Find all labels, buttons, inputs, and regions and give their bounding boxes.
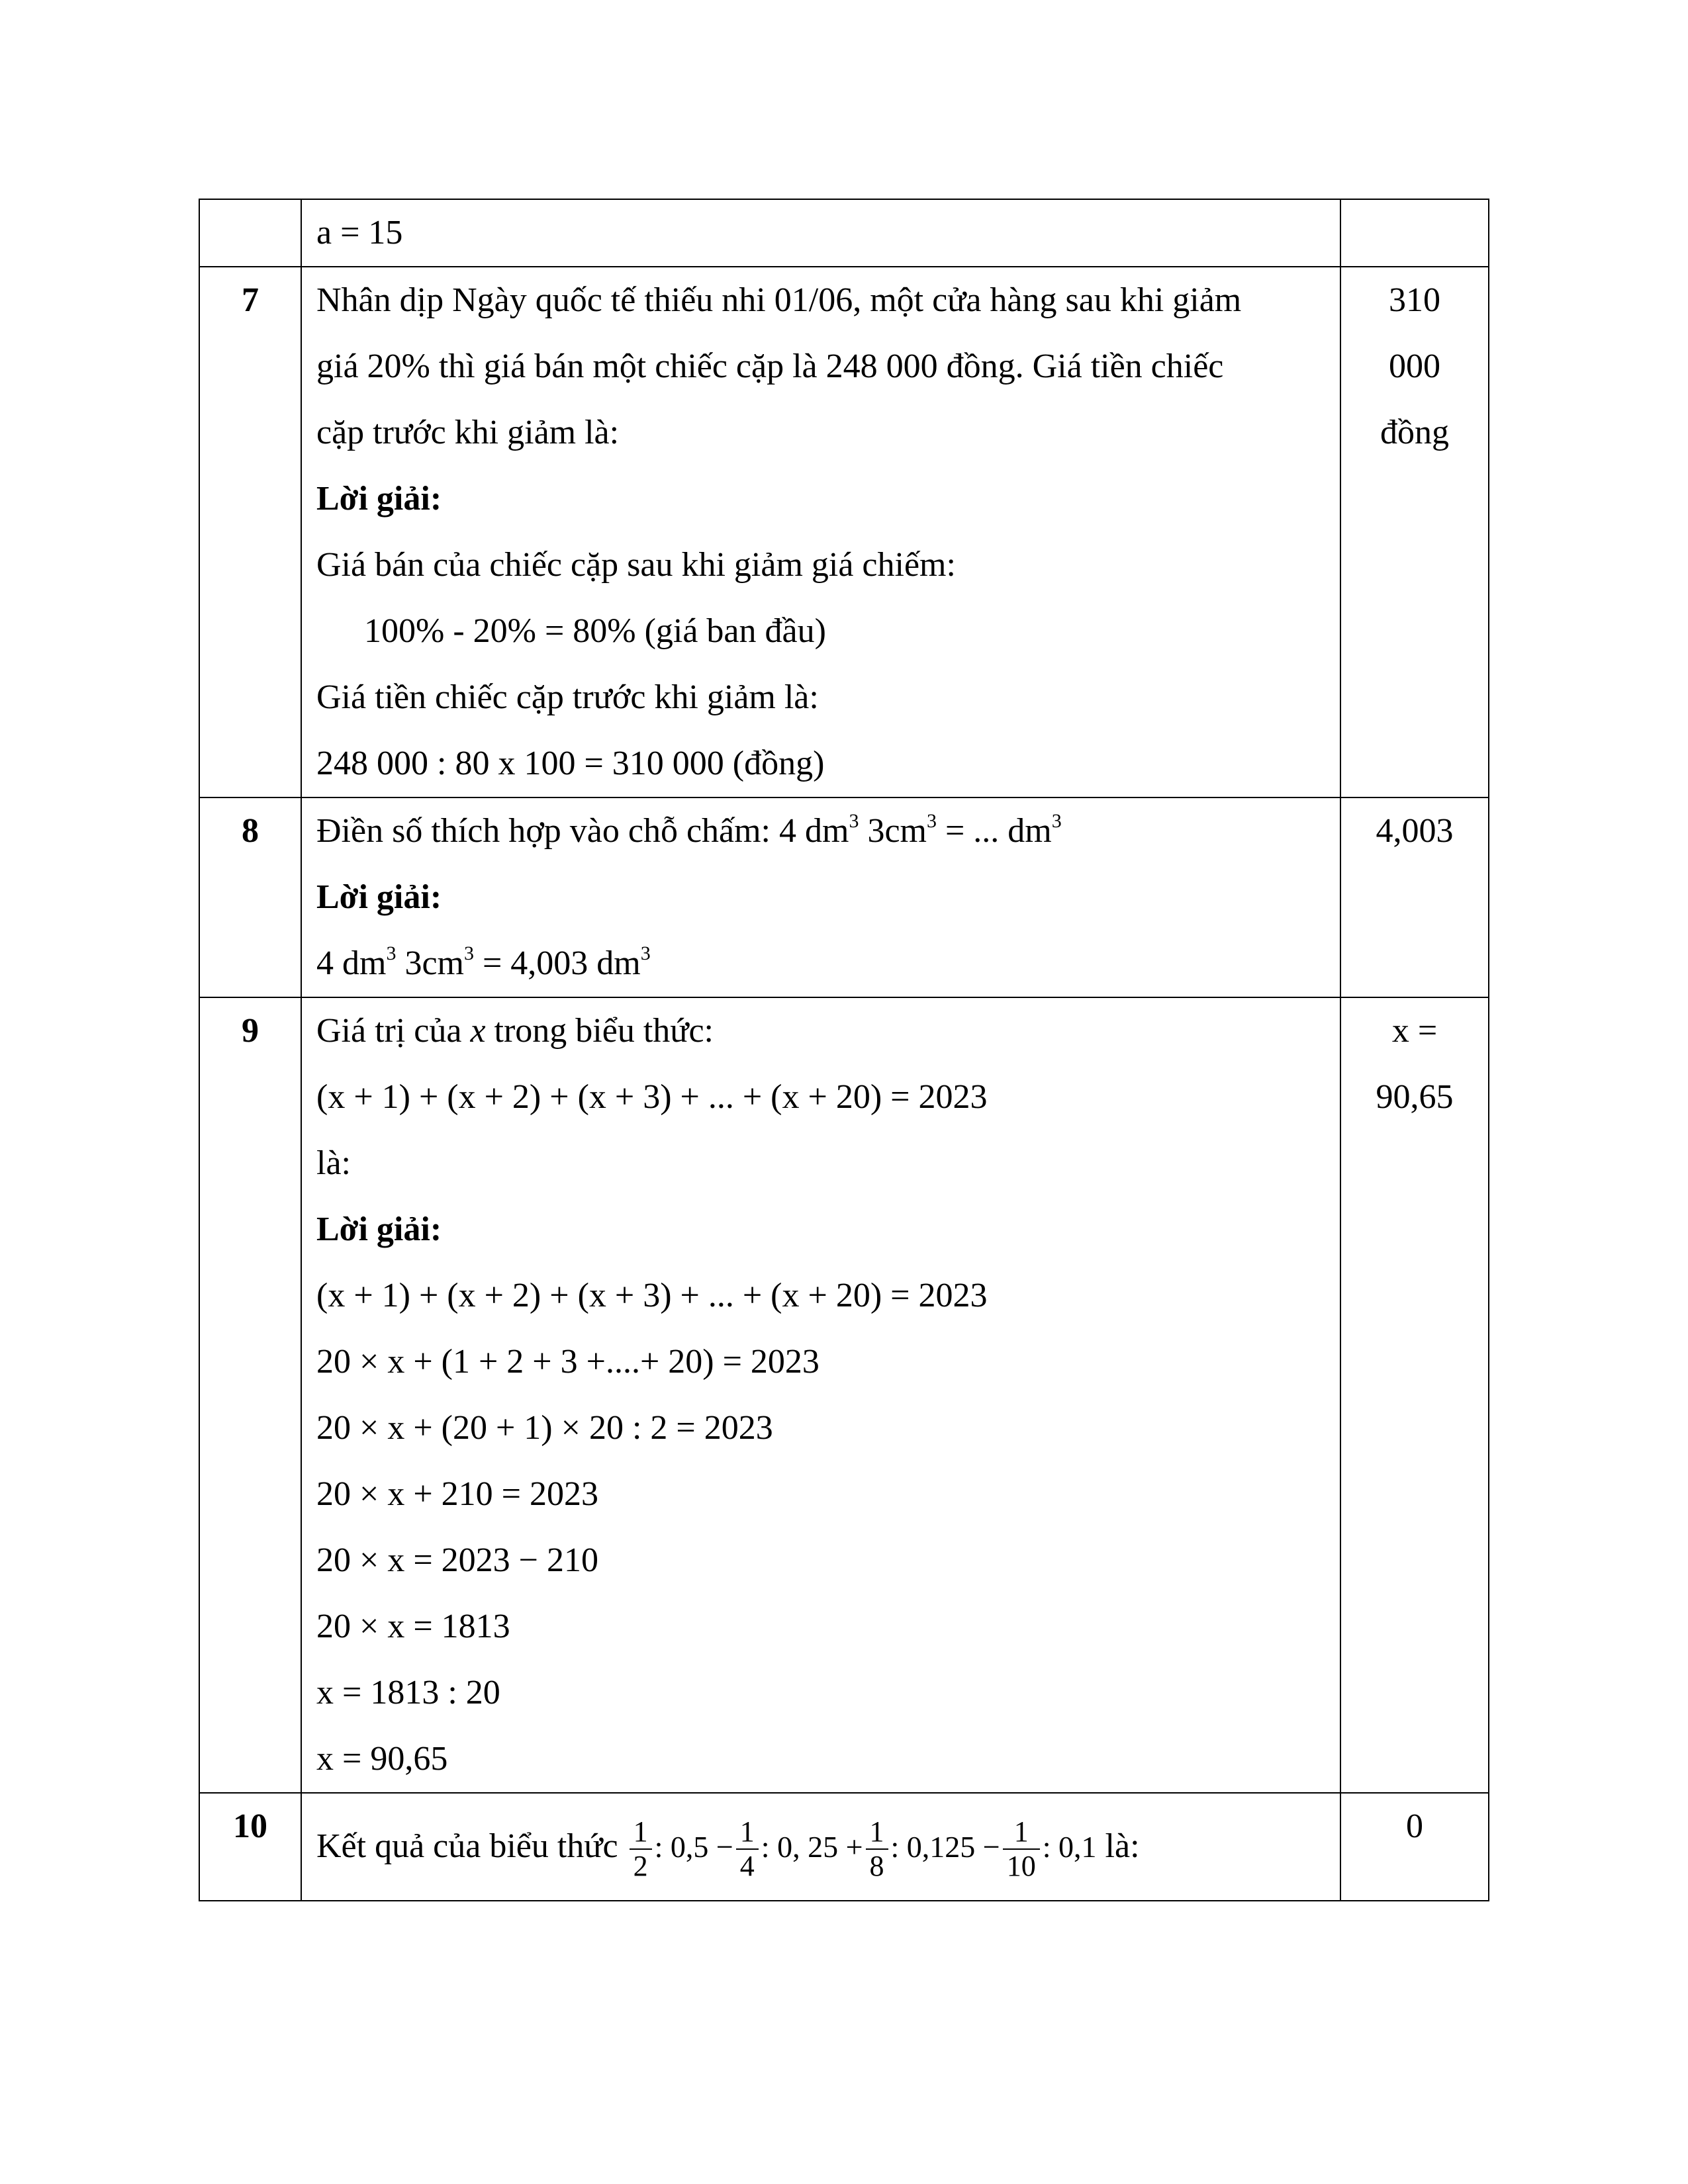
solution-line: 100% - 20% = 80% (giá ban đầu) <box>364 612 826 650</box>
question-content-cell <box>301 1793 1340 1901</box>
solution-line <box>316 931 1328 997</box>
answer-line: 310 <box>1389 281 1440 319</box>
answer-line: 90,65 <box>1376 1078 1454 1116</box>
text-part: Giá trị của <box>316 1012 471 1050</box>
superscript: 3 <box>640 942 651 964</box>
question-text-line: Nhân dịp Ngày quốc tế thiếu nhi 01/06, một cửa hàng sau khi giảm <box>316 281 1242 319</box>
text-part: là: <box>1096 1827 1140 1865</box>
fraction <box>630 1815 652 1883</box>
question-number-cell <box>199 267 301 797</box>
table-row <box>199 267 1489 797</box>
solution-line: Giá bán của chiếc cặp sau khi giảm giá chiếm: <box>316 546 956 584</box>
superscript: 3 <box>1051 810 1062 832</box>
question-content-cell <box>301 267 1340 797</box>
question-text-line <box>316 998 1328 1064</box>
text-line: a = 15 <box>316 214 403 251</box>
answer-cell <box>1340 199 1489 267</box>
solution-line: Giá tiền chiếc cặp trước khi giảm là: <box>316 678 819 716</box>
text-part: Điền số thích hợp vào chỗ chấm: 4 dm <box>316 812 849 850</box>
solution-line: x = 90,65 <box>316 1740 448 1778</box>
numerator: 1 <box>1003 1815 1040 1850</box>
question-text-line: giá 20% thì giá bán một chiếc cặp là 248 000 đồng. Giá tiền chiếc <box>316 347 1224 385</box>
question-content-cell <box>301 199 1340 267</box>
question-number: 10 <box>233 1807 267 1845</box>
solution-line: 248 000 : 80 x 100 = 310 000 (đồng) <box>316 745 825 782</box>
text-part: 3cm <box>396 944 464 982</box>
superscript: 3 <box>849 810 859 832</box>
question-text-line <box>316 1794 1328 1900</box>
question-text-line: cặp trước khi giảm là: <box>316 414 620 451</box>
denominator: 4 <box>739 1850 755 1883</box>
numerator: 1 <box>736 1815 759 1850</box>
table-row <box>199 1793 1489 1901</box>
question-number-cell <box>199 997 301 1793</box>
solution-line: 20 × x + 210 = 2023 <box>316 1475 598 1513</box>
question-number: 9 <box>242 1012 259 1050</box>
fraction <box>736 1815 759 1883</box>
answer-line: 0 <box>1406 1807 1423 1845</box>
fraction <box>866 1815 888 1883</box>
answer-line: 4,003 <box>1376 812 1454 850</box>
numerator: 1 <box>630 1815 652 1850</box>
operator: : 0,125 − <box>890 1830 1000 1864</box>
answer-line: 000 <box>1389 347 1440 385</box>
solution-label: Lời giải: <box>316 1210 442 1248</box>
superscript: 3 <box>463 942 474 964</box>
table-row <box>199 997 1489 1793</box>
table-row <box>199 199 1489 267</box>
solution-line: 20 × x + (1 + 2 + 3 +....+ 20) = 2023 <box>316 1343 820 1381</box>
answer-line: x = <box>1391 1012 1438 1050</box>
denominator: 10 <box>1006 1850 1036 1883</box>
question-number-cell <box>199 1793 301 1901</box>
table-row <box>199 797 1489 997</box>
text-part: trong biểu thức: <box>485 1012 714 1050</box>
operator: : 0,1 <box>1042 1830 1097 1864</box>
question-text-line <box>316 798 1328 864</box>
answer-cell <box>1340 797 1489 997</box>
numerator: 1 <box>866 1815 888 1850</box>
question-content-cell <box>301 997 1340 1793</box>
question-number-cell <box>199 797 301 997</box>
answer-line: đồng <box>1380 414 1449 451</box>
answer-cell <box>1340 1793 1489 1901</box>
text-part: 4 dm <box>316 944 387 982</box>
solution-label: Lời giải: <box>316 878 442 916</box>
question-content-cell <box>301 797 1340 997</box>
text-part: = 4,003 dm <box>473 944 641 982</box>
question-text-line: (x + 1) + (x + 2) + (x + 3) + ... + (x + 20) = 2023 <box>316 1078 988 1116</box>
solution-line: (x + 1) + (x + 2) + (x + 3) + ... + (x + 20) = 2023 <box>316 1277 988 1314</box>
text-part: Kết quả của biểu thức <box>316 1827 627 1865</box>
solution-line: 20 × x + (20 + 1) × 20 : 2 = 2023 <box>316 1409 773 1447</box>
solution-line: 20 × x = 1813 <box>316 1608 510 1645</box>
superscript: 3 <box>926 810 937 832</box>
fraction <box>1003 1815 1040 1883</box>
text-part: = ... dm <box>936 812 1052 850</box>
solution-label: Lời giải: <box>316 480 442 518</box>
answer-cell <box>1340 997 1489 1793</box>
answer-table <box>199 199 1489 1901</box>
question-number: 7 <box>242 281 259 319</box>
variable-x: x <box>470 1012 486 1050</box>
operator: : 0,5 − <box>654 1830 733 1864</box>
question-text-line: là: <box>316 1144 351 1182</box>
question-number-cell <box>199 199 301 267</box>
operator: : 0, 25 + <box>761 1830 863 1864</box>
superscript: 3 <box>386 942 397 964</box>
text-part: 3cm <box>859 812 927 850</box>
solution-line: 20 × x = 2023 − 210 <box>316 1541 598 1579</box>
question-number: 8 <box>242 812 259 850</box>
answer-cell <box>1340 267 1489 797</box>
denominator: 8 <box>869 1850 884 1883</box>
denominator: 2 <box>633 1850 648 1883</box>
solution-line: x = 1813 : 20 <box>316 1674 500 1711</box>
